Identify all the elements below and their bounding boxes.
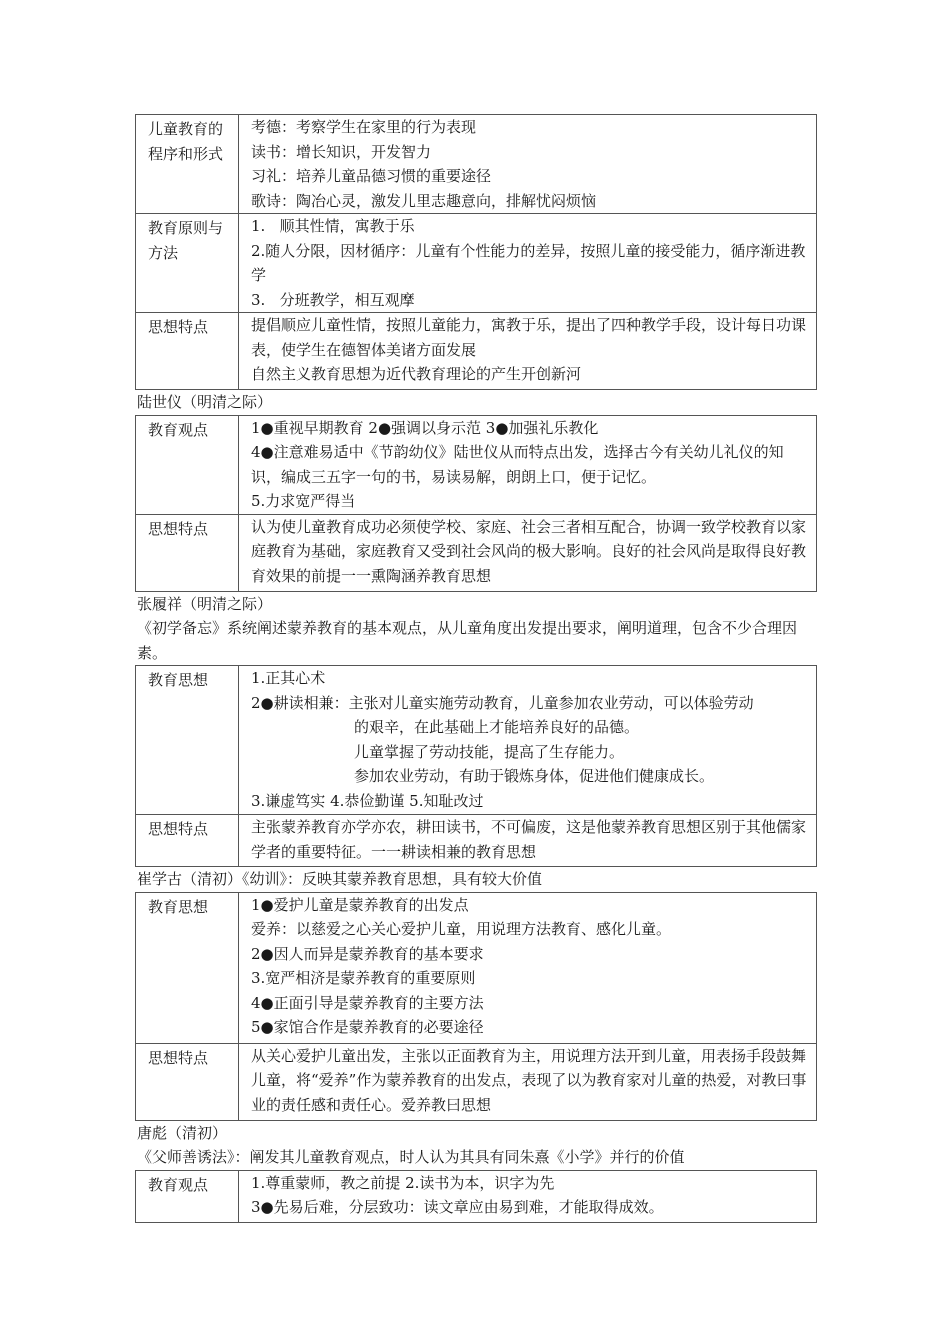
text-line: 5●家馆合作是蒙养教育的必要途径 — [251, 1018, 484, 1036]
text-line: 参加农业劳动，有助于锻炼身体，促进他们健康成长。 — [354, 767, 715, 785]
section-heading: 唐彪（清初） — [137, 1123, 228, 1142]
row-content — [239, 115, 817, 214]
row-content — [239, 214, 817, 313]
text-line: 3. 分班教学，相互观摩 — [251, 290, 415, 309]
row-label: 思想特点 — [136, 1043, 239, 1120]
row-label: 教育观点 — [136, 1170, 239, 1222]
text-line: 提倡顺应儿童性情，按照儿童能力，寓教于乐，提出了四种教学手段，设计每日功课表，使学生在德智体美诸方面发展 — [251, 316, 807, 359]
text-line: 自然主义教育思想为近代教育理论的产生开创新河 — [251, 365, 582, 383]
text-line: 1.正其心术 — [251, 669, 326, 687]
row-label: 教育观点 — [136, 415, 239, 514]
text-line: 1●爱护儿童是蒙养教育的出发点 — [251, 895, 469, 914]
row-label: 教育思想 — [136, 892, 239, 1043]
section-intro: 《初学备忘》系统阐述蒙养教育的基本观点，从儿童角度出发提出要求，阐明道理，包含不少合理因素。 — [137, 619, 798, 662]
row-label: 思想特点 — [136, 815, 239, 867]
text-line: 从关心爱护儿童出发，主张以正面教育为主，用说理方法开到儿童，用表扬手段鼓舞儿童，将“爱养”作为蒙养教育的出发点，表现了以为教育家对儿童的热爱，对教曰事业的责任感和责任心。爱养教曰思想 — [251, 1046, 807, 1114]
text-line: 习礼：培养儿童品德习惯的重要途径 — [251, 167, 492, 185]
text-line: 主张蒙养教育亦学亦农，耕田读书，不可偏废，这是他蒙养教育思想区别于其他儒家学者的重要特征。一一耕读相兼的教育思想 — [251, 818, 807, 861]
section-intro: 《父师善诱法》：阐发其儿童教育观点，时人认为其具有同朱熹《小学》并行的价值 — [137, 1148, 685, 1166]
text-line: 1.尊重蒙师，教之前提 2.读书为本，识字为先 — [251, 1173, 555, 1192]
table-row — [136, 1043, 817, 1120]
row-content — [239, 1170, 817, 1222]
row-content — [239, 514, 817, 591]
text-line: 认为使儿童教育成功必须使学校、家庭、社会三者相互配合，协调一致学校教育以家庭教育为基础，家庭教育又受到社会风尚的极大影响。良好的社会风尚是取得良好教育效果的前提一一熏陶涵养教育思想 — [251, 517, 807, 585]
section-heading: 崔学古（清初）《幼训》：反映其蒙养教育思想，具有较大价值 — [137, 870, 543, 888]
row-content — [239, 892, 817, 1043]
table-row — [136, 514, 817, 591]
text-line: 2.随人分限，因材循序：儿童有个性能力的差异，按照儿童的接受能力，循序渐进教学 — [251, 241, 806, 284]
table-row — [136, 313, 817, 390]
section-heading: 陆世仪（明清之际） — [137, 393, 273, 411]
text-line: 2●耕读相兼：主张对儿童实施劳动教育，儿童参加农业劳动，可以体验劳动 — [251, 693, 754, 712]
table-section-5 — [135, 1170, 817, 1223]
text-line: 歌诗：陶冶心灵，激发儿里志趣意向，排解忧闷烦恼 — [251, 191, 597, 210]
row-content — [239, 666, 817, 815]
row-content — [239, 313, 817, 390]
table-section-4 — [135, 892, 817, 1121]
table-row — [136, 892, 817, 1043]
table-row — [136, 666, 817, 815]
text-line: 3.宽严相济是蒙养教育的重要原则 — [251, 969, 476, 987]
row-label: 教育原则与方法 — [136, 214, 239, 313]
text-line: 儿童掌握了劳动技能，提高了生存能力。 — [354, 742, 625, 761]
table-row — [136, 214, 817, 313]
text-line: 1●重视早期教育 2●强调以身示范 3●加强礼乐教化 — [251, 418, 599, 437]
row-label: 儿童教育的程序和形式 — [136, 115, 239, 214]
text-line: 1. 顺其性情，寓教于乐 — [251, 217, 415, 235]
row-content — [239, 415, 817, 514]
table-row — [136, 1170, 817, 1222]
text-line: 4●注意难易适中《节韵幼仪》陆世仪从而特点出发，选择古今有关幼儿礼仪的知识，编成三五字一句的书，易读易解，朗朗上口，便于记忆。 — [251, 443, 784, 486]
row-label: 思想特点 — [136, 514, 239, 591]
table-section-3 — [135, 665, 817, 867]
text-line: 4●正面引导是蒙养教育的主要方法 — [251, 993, 484, 1012]
text-line: 5.力求宽严得当 — [251, 492, 356, 510]
section-heading: 张履祥（明清之际） — [137, 594, 273, 613]
document-page — [135, 114, 817, 1223]
row-label: 教育思想 — [136, 666, 239, 815]
row-label: 思想特点 — [136, 313, 239, 390]
text-line: 3.谦虚笃实 4.恭俭勤谨 5.知耻改过 — [251, 791, 484, 810]
text-line: 的艰辛，在此基础上才能培养良好的品德。 — [354, 718, 640, 736]
text-line: 3●先易后难，分层致功：读文章应由易到难，才能取得成效。 — [251, 1198, 664, 1216]
table-row — [136, 115, 817, 214]
table-section-2 — [135, 415, 817, 592]
text-line: 爱养：以慈爱之心关心爱护儿童，用说理方法教育、感化儿童。 — [251, 920, 672, 938]
row-content — [239, 1043, 817, 1120]
text-line: 2●因人而异是蒙养教育的基本要求 — [251, 944, 484, 963]
table-section-1 — [135, 114, 817, 390]
text-line: 考德：考察学生在家里的行为表现 — [251, 118, 477, 136]
table-row — [136, 815, 817, 867]
text-line: 读书：增长知识，开发智力 — [251, 142, 432, 161]
row-content — [239, 815, 817, 867]
table-row — [136, 415, 817, 514]
